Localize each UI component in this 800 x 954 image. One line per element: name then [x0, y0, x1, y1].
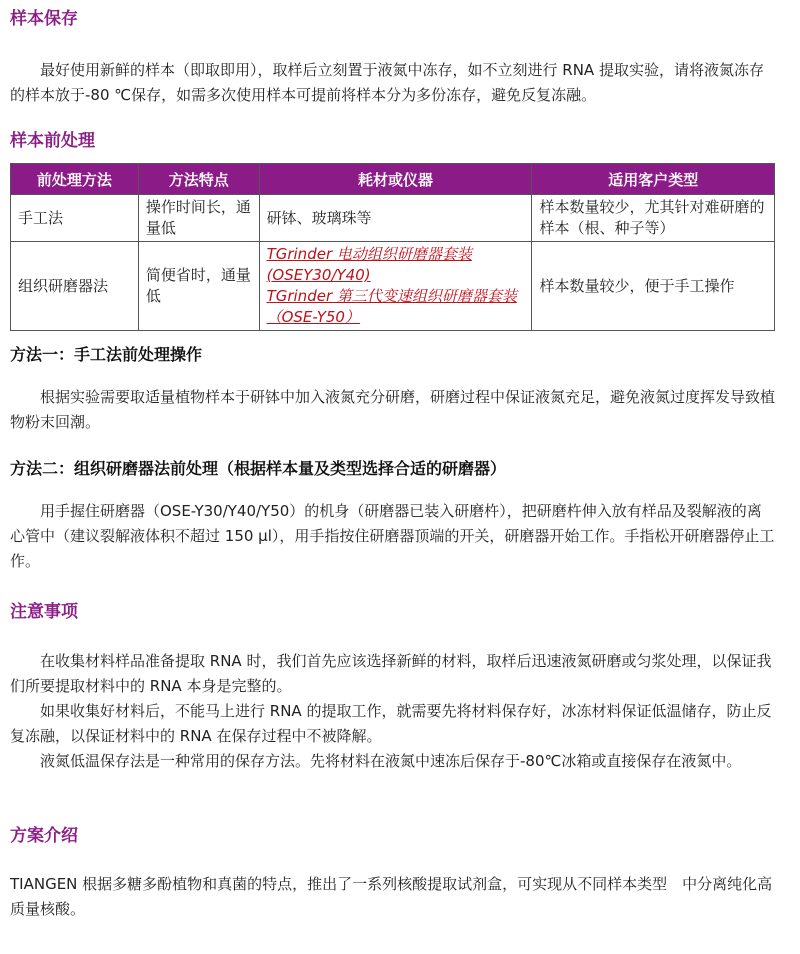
storage-paragraph: 最好使用新鲜的样本（即取即用），取样后立刻置于液氮中冻存，如不立刻进行 RNA 提取实验，请将液氮冻存的样本放于-80 ℃保存，如需多次使用样本可提前将样本分为多份冻存，避免反复冻融。 [10, 61, 764, 104]
method1-paragraph: 根据实验需要取适量植物样本于研钵中加入液氮充分研磨，研磨过程中保证液氮充足，避免液氮过度挥发导致植物粉末回潮。 [10, 388, 776, 431]
product-link-tgrinder-ose-y50[interactable]: TGrinder 第三代变速组织研磨器套装（OSE-Y50） [266, 287, 517, 326]
pretreatment-table [10, 163, 775, 331]
cell-feature: 简便省时，通量低 [138, 242, 259, 331]
notes-paragraph-2: 如果收集好材料后，不能马上进行 RNA 的提取工作，就需要先将材料保存好，冰冻材料保证低温储存，防止反复冻融，以保证材料中的 RNA 在保存过程中不被降解。 [10, 702, 772, 745]
table-header-row [11, 164, 775, 195]
header-method: 前处理方法 [11, 164, 139, 195]
cell-feature: 操作时间长，通量低 [138, 195, 259, 242]
table-row [11, 195, 775, 242]
notes-paragraph-1: 在收集材料样品准备提取 RNA 时，我们首先应该选择新鲜的材料，取样后迅速液氮研磨或匀浆处理，以保证我们所要提取材料中的 RNA 本身是完整的。 [10, 652, 772, 695]
cell-customer: 样本数量较少，便于手工操作 [532, 242, 775, 331]
cell-customer: 样本数量较少，尤其针对难研磨的样本（根、种子等） [532, 195, 775, 242]
header-feature: 方法特点 [138, 164, 259, 195]
cell-method: 手工法 [11, 195, 139, 242]
pretreatment-heading: 样本前处理 [10, 131, 95, 151]
notes-heading: 注意事项 [10, 602, 78, 622]
plan-heading: 方案介绍 [10, 826, 78, 846]
storage-heading: 样本保存 [10, 9, 78, 29]
table-row [11, 242, 775, 331]
notes-block [10, 649, 775, 774]
header-tools: 耗材或仪器 [259, 164, 532, 195]
method2-paragraph: 用手握住研磨器（OSE-Y30/Y40/Y50）的机身（研磨器已装入研磨杵），把研磨杵伸入放有样品及裂解液的离心管中（建议裂解液体积不超过 150 μl），用手指按住研磨器顶端的开关，研磨器开始工作。手指松开研磨器停止工作。 [10, 502, 775, 570]
plan-paragraph: TIANGEN 根据多糖多酚植物和真菌的特点，推出了一系列核酸提取试剂盒，可实现从不同样本类型 中分离纯化高质量核酸。 [10, 875, 773, 918]
method1-heading: 方法一：手工法前处理操作 [10, 345, 203, 364]
product-link-tgrinder-osey30[interactable]: TGrinder 电动组织研磨器套装(OSEY30/Y40) [266, 245, 472, 284]
cell-method: 组织研磨器法 [11, 242, 139, 331]
cell-tools: 研钵、玻璃珠等 [259, 195, 532, 242]
header-customer: 适用客户类型 [532, 164, 775, 195]
notes-paragraph-3: 液氮低温保存法是一种常用的保存方法。先将材料在液氮中速冻后保存于-80℃冰箱或直接保存在液氮中。 [40, 752, 742, 770]
method2-heading: 方法二：组织研磨器法前处理（根据样本量及类型选择合适的研磨器） [10, 459, 507, 478]
cell-tools-links [259, 242, 532, 331]
